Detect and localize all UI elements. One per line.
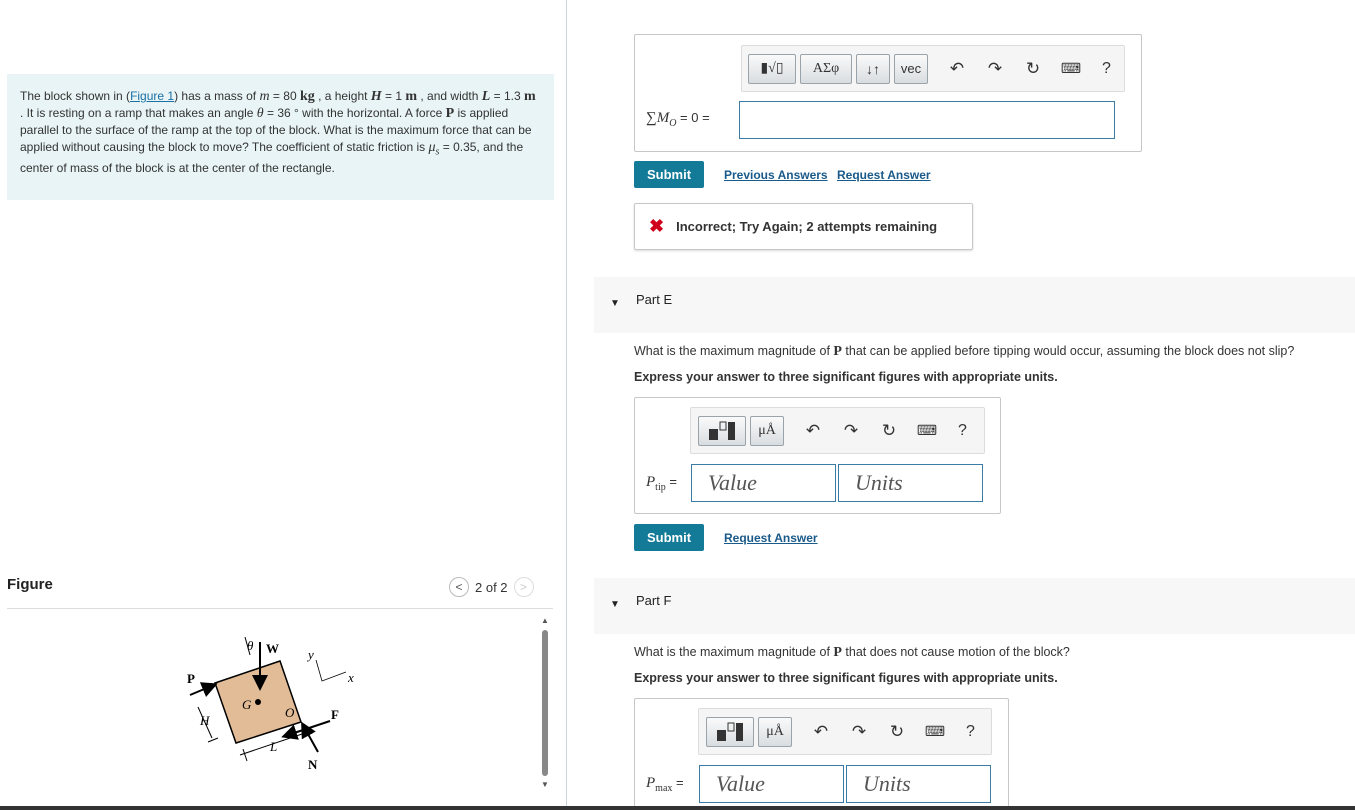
force-symbol: P: [445, 106, 455, 122]
templates-button[interactable]: ▮√▯: [748, 54, 796, 84]
scrollbar-thumb[interactable]: [542, 630, 548, 776]
width-unit: m: [524, 89, 536, 104]
templates-icon: [715, 721, 745, 743]
part-d-toolbar: [741, 45, 1125, 92]
equation-equals: = 0 =: [676, 110, 710, 125]
part-d-answer-input[interactable]: [739, 101, 1115, 139]
redo-icon[interactable]: ↷: [843, 420, 859, 440]
arrows-button[interactable]: ↓↑: [856, 54, 890, 84]
label-theta: θ: [247, 638, 254, 653]
reset-icon[interactable]: ↻: [1025, 58, 1041, 78]
center-of-mass-dot: [255, 699, 261, 705]
collapse-triangle-icon[interactable]: ▼: [610, 298, 620, 309]
chevron-right-icon: >: [520, 580, 528, 594]
part-f-toolbar: [698, 708, 992, 755]
figure-pager: [449, 577, 534, 597]
collapse-triangle-icon[interactable]: ▼: [610, 599, 620, 610]
label-l: L: [270, 739, 278, 754]
part-f-question: [634, 645, 1070, 661]
p-max-units-input[interactable]: Units: [846, 765, 991, 803]
part-e-header[interactable]: [594, 277, 1355, 333]
undo-icon[interactable]: ↶: [949, 58, 965, 78]
part-e-instruction: Express your answer to three significant figures with appropriate units.: [634, 370, 1058, 384]
part-e-submit-button[interactable]: Submit: [634, 524, 704, 551]
height-dimension-tick: [208, 738, 218, 742]
help-icon[interactable]: ?: [958, 421, 967, 439]
scroll-down-icon[interactable]: ▼: [541, 780, 549, 789]
moment-subscript: O: [669, 118, 677, 129]
figure-divider: [7, 608, 553, 609]
p-symbol: P: [646, 474, 656, 490]
force-p-arrow: [190, 685, 214, 695]
problem-text: . It is resting on a ramp that makes an angle: [20, 106, 257, 121]
width-value: = 1.3: [490, 89, 525, 103]
label-x: x: [348, 670, 354, 685]
chevron-left-icon: <: [455, 580, 463, 594]
problem-text: , and width: [417, 89, 482, 103]
height-symbol: H: [370, 89, 382, 104]
mu-symbol: μ: [428, 139, 436, 155]
p-tip-label: [646, 474, 677, 493]
part-d-request-answer-link[interactable]: Request Answer: [837, 168, 931, 182]
mass-value: = 80: [269, 89, 300, 103]
equals-sign: =: [672, 775, 684, 790]
mass-unit: kg: [299, 89, 315, 104]
label-h: H: [200, 713, 210, 728]
next-figure-button[interactable]: [514, 577, 534, 597]
previous-answers-link[interactable]: Previous Answers: [724, 168, 828, 182]
redo-icon[interactable]: ↷: [851, 721, 867, 741]
figure-title: Figure: [7, 576, 53, 593]
label-g: G: [242, 697, 252, 712]
previous-figure-button[interactable]: [449, 577, 469, 597]
p-max-value-input[interactable]: Value: [699, 765, 844, 803]
part-f-header[interactable]: [594, 578, 1355, 634]
question-text: What is the maximum magnitude of: [634, 344, 834, 358]
label-n: N: [308, 757, 318, 772]
problem-text: , a height: [314, 89, 371, 103]
undo-icon[interactable]: ↶: [805, 420, 821, 440]
label-w: W: [266, 641, 279, 656]
p-symbol: P: [646, 775, 656, 791]
part-e-toolbar: [690, 407, 985, 454]
part-e-title: Part E: [636, 292, 673, 307]
feedback-text: Incorrect; Try Again; 2 attempts remaining: [676, 219, 938, 234]
mass-symbol: m: [259, 89, 270, 104]
figure-1-link[interactable]: Figure 1: [130, 89, 175, 103]
mu-subscript: s: [435, 146, 440, 157]
part-e-request-answer-link[interactable]: Request Answer: [724, 531, 818, 545]
problem-text: ) has a mass of: [174, 89, 260, 103]
keyboard-icon[interactable]: ⌨: [916, 422, 938, 438]
reset-icon[interactable]: ↻: [881, 420, 897, 440]
question-text: that does not cause motion of the block?: [841, 645, 1070, 659]
coordinate-axes: [316, 660, 346, 681]
height-unit: m: [405, 89, 418, 104]
problem-text: = 0.35, and the center of mass of the block is at the center of the rectangle.: [20, 139, 524, 176]
error-x-icon: ✖: [649, 216, 665, 236]
width-symbol: L: [481, 89, 491, 104]
problem-text: = 36 ° with the horizontal. A force: [263, 106, 446, 121]
greek-letters-button[interactable]: ΑΣφ: [800, 54, 852, 84]
pane-divider[interactable]: [566, 0, 567, 808]
templates-button[interactable]: [706, 717, 754, 747]
templates-button[interactable]: [698, 416, 746, 446]
figure-scrollbar[interactable]: [540, 616, 550, 792]
undo-icon[interactable]: ↶: [813, 721, 829, 741]
force-symbol: P: [833, 645, 842, 660]
left-pane: [0, 0, 567, 808]
question-text: What is the maximum magnitude of: [634, 645, 834, 659]
scroll-up-icon[interactable]: ▲: [541, 616, 549, 625]
width-dimension-tick: [243, 749, 247, 761]
height-value: = 1: [381, 89, 406, 103]
label-f: F: [331, 707, 339, 722]
tip-subscript: tip: [655, 482, 666, 493]
max-subscript: max: [655, 783, 673, 794]
label-p: P: [187, 671, 195, 686]
p-tip-units-input[interactable]: Units: [838, 464, 983, 502]
incorrect-feedback: [634, 203, 973, 250]
question-text: that can be applied before tipping would occur, assuming the block does not slip?: [841, 344, 1295, 358]
problem-text: The block shown in (: [20, 89, 131, 103]
part-f-instruction: Express your answer to three significant figures with appropriate units.: [634, 671, 1058, 685]
label-y: y: [308, 647, 314, 662]
part-e-question: [634, 344, 1294, 360]
problem-text: is applied parallel to the surface of the ramp at the top of the block. What is the maximum force that can be applied without causing the block to move? The coefficient of static friction is: [20, 106, 532, 154]
part-f-title: Part F: [636, 593, 672, 608]
keyboard-icon[interactable]: ⌨: [1060, 60, 1082, 76]
part-d-equation-label: [646, 110, 710, 129]
reset-icon[interactable]: ↻: [889, 721, 905, 741]
label-o: O: [285, 705, 295, 720]
block-on-ramp-diagram: [170, 625, 370, 775]
vector-button[interactable]: vec: [894, 54, 928, 84]
sum-symbol: ∑: [646, 110, 657, 126]
keyboard-icon[interactable]: ⌨: [924, 723, 946, 739]
theta-symbol: θ: [256, 106, 264, 122]
redo-icon[interactable]: ↷: [987, 58, 1003, 78]
help-icon[interactable]: ?: [966, 722, 975, 740]
moment-symbol: M: [656, 110, 670, 126]
templates-icon: [707, 420, 737, 442]
p-max-label: [646, 775, 684, 794]
p-tip-value-input[interactable]: Value: [691, 464, 836, 502]
window-bottom-edge: [0, 806, 1355, 810]
figure-page-indicator: 2 of 2: [475, 579, 508, 595]
part-d-submit-button[interactable]: Submit: [634, 161, 704, 188]
force-symbol: P: [833, 344, 842, 359]
equals-sign: =: [665, 474, 677, 489]
problem-statement: [7, 74, 554, 200]
units-button[interactable]: μÅ: [750, 416, 784, 446]
help-icon[interactable]: ?: [1102, 59, 1111, 77]
units-button[interactable]: μÅ: [758, 717, 792, 747]
